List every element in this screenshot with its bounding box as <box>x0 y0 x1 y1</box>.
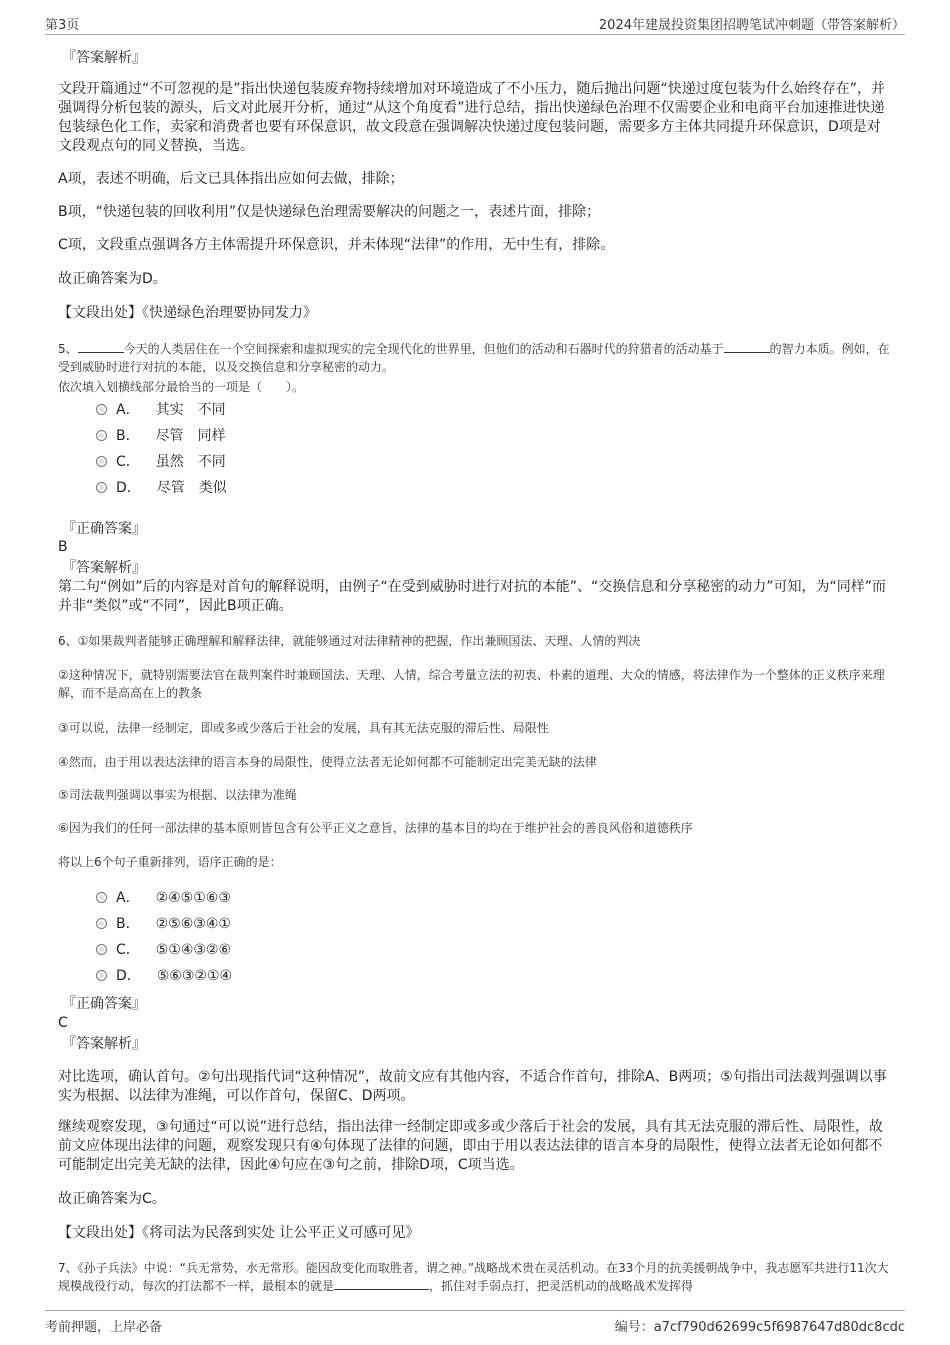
q6-analysis-label: 『答案解析』 <box>62 1036 146 1052</box>
q5-stem <box>58 340 893 376</box>
radio-icon[interactable] <box>96 456 107 467</box>
q4-option-c-analysis: C项，文段重点强调各方主体需提升环保意识，并未体现“法律”的作用，无中生有，排除。 <box>58 237 615 253</box>
page-header <box>45 14 905 35</box>
q5-blank <box>724 340 770 353</box>
document-title: 2024年建晟投资集团招聘笔试冲刺题（带答案解析） <box>598 18 905 33</box>
q5-option-d[interactable]: D． 尽管 类似 <box>96 479 227 497</box>
radio-icon[interactable] <box>96 944 107 955</box>
q4-option-a-analysis: A项，表述不明确，后文已具体指出应如何去做，排除； <box>58 171 404 187</box>
radio-icon[interactable] <box>96 892 107 903</box>
q6-sentence-3: ③可以说，法律一经制定，即或多或少落后于社会的发展，具有其无法克服的滞后性、局限性 <box>58 721 549 735</box>
q5-stem-text-b: 的智力本质。例如，在受到威胁时进行对抗的本能，以及交换信息和分享秘密的动力。 <box>58 342 890 374</box>
q5-number: 5、 <box>58 342 78 356</box>
q5-correct-label: 『正确答案』 <box>62 521 146 537</box>
q6-option-d[interactable]: D． ⑤⑥③②①④ <box>96 967 232 985</box>
q5-option-a[interactable]: A． 其实 不同 <box>96 401 226 419</box>
q6-analysis-paragraph-2: 继续观察发现，③句通过“可以说”进行总结，指出法律一经制定即或多或少落后于社会的发展，具有其无法克服的滞后性、局限性，故前文应体现出法律的问题，观察发现只有④句体现了法律的问题，即由于用以表达法律的语言本身的局限性，使得立法者无论如何都不可能制定出完美无缺的法律，因此④句应在③句之前，排除D项，C项当选。 <box>58 1119 884 1173</box>
page-number: 第3页 <box>45 18 80 33</box>
q5-analysis: 第二句“例如”后的内容是对首句的解释说明，由例子“在受到威胁时进行对抗的本能”、“交换信息和分享秘密的动力”可知，为“同样”而并非“类似”或“不同”，因此B项正确。 <box>58 579 887 614</box>
q4-analysis-paragraph: 文段开篇通过“不可忽视的是”指出快递包装废弃物持续增加对环境造成了不小压力，随后抛出问题“快递过度包装为什么始终存在”，并强调得分析包装的源头，后文对此展开分析，通过“从这个角度看”进行总结，指出快递绿色治理不仅需要企业和电商平台加速推进快递包装绿色化工作，卖家和消费者也要有环保意识，故文段意在强调解决快递过度包装问题，需要多方主体共同提升环保意识，D项是对文段观点句的同义替换，当选。 <box>58 81 886 154</box>
q6-option-b[interactable]: B． ②⑤⑥③④① <box>96 915 231 933</box>
radio-icon[interactable] <box>96 404 107 415</box>
q4-answer: 故正确答案为D。 <box>58 271 167 287</box>
q5-correct-answer: B <box>58 539 68 555</box>
q6-source: 【文段出处】《将司法为民落到实处 让公平正义可感可见》 <box>58 1225 420 1241</box>
radio-icon[interactable] <box>96 430 107 441</box>
q7-stem-text-a: 7、《孙子兵法》中说：“兵无常势，水无常形。能因敌变化而取胜者，谓之神。”战略战术贵在灵活机动。在33个月的抗美援朝战争中，我志愿军共进行11次大规模战役行动，每次的打法都不一样，最根本的就是 <box>58 1261 889 1293</box>
q5-analysis-label: 『答案解析』 <box>62 560 146 576</box>
q6-sentence-2: ②这种情况下，就特别需要法官在裁判案件时兼顾国法、天理、人情，综合考量立法的初衷、朴素的道理、大众的情感，将法律作为一个整体的正义秩序来理解，而不是高高在上的教条 <box>58 668 885 700</box>
q6-sentence-1: 6、①如果裁判者能够正确理解和解释法律，就能够通过对法律精神的把握，作出兼顾国法、天理、人情的判决 <box>58 634 641 648</box>
q6-answer: 故正确答案为C。 <box>58 1191 166 1207</box>
q5-option-c[interactable]: C． 虽然 不同 <box>96 453 226 471</box>
footer-code: 编号：a7cf790d62699c5f6987647d80dc8cdc <box>614 1320 905 1335</box>
q6-option-c[interactable]: C． ⑤①④③②⑥ <box>96 941 231 959</box>
q6-analysis-paragraph-1: 对比选项，确认首句。②句出现指代词“这种情况”，故前文应有其他内容，不适合作首句，排除A、B两项；⑤句指出司法裁判强调以事实为根据、以法律为准绳，可以作首句，保留C、D两项。 <box>58 1069 887 1104</box>
footer-slogan: 考前押题，上岸必备 <box>45 1320 163 1335</box>
q6-sentence-4: ④然而，由于用以表达法律的语言本身的局限性，使得立法者无论如何都不可能制定出完美无缺的法律 <box>58 755 597 769</box>
radio-icon[interactable] <box>96 918 107 929</box>
page-footer <box>45 1310 905 1333</box>
q6-option-a[interactable]: A． ②④⑤①⑥③ <box>96 889 231 907</box>
radio-icon[interactable] <box>96 970 107 981</box>
radio-icon[interactable] <box>96 482 107 493</box>
q4-source: 【文段出处】《快递绿色治理要协同发力》 <box>58 305 317 321</box>
q5-option-b[interactable]: B． 尽管 同样 <box>96 427 226 445</box>
q6-sentence-6: ⑥因为我们的任何一部法律的基本原则皆包含有公平正义之意旨，法律的基本目的均在于维护社会的善良风俗和道德秩序 <box>58 821 693 835</box>
q5-instruction: 依次填入划横线部分最恰当的一项是（ ）。 <box>58 380 305 394</box>
q5-stem-text-a: 今天的人类居住在一个空间探索和虚拟现实的完全现代化的世界里，但他们的活动和石器时代的狩猎者的活动基于 <box>123 342 724 356</box>
q4-option-b-analysis: B项，“快递包装的回收利用”仅是快递绿色治理需要解决的问题之一，表述片面，排除； <box>58 204 601 220</box>
q6-question: 将以上6个句子重新排列，语序正确的是： <box>58 855 282 869</box>
q4-analysis-label: 『答案解析』 <box>62 50 146 66</box>
q7-stem-text-b: ，抓住对手弱点打，把灵活机动的战略战术发挥得 <box>429 1279 694 1293</box>
q6-correct-answer: C <box>58 1015 68 1031</box>
q6-sentence-5: ⑤司法裁判强调以事实为根据、以法律为准绳 <box>58 788 297 802</box>
q5-blank <box>78 340 124 353</box>
q6-correct-label: 『正确答案』 <box>62 996 146 1012</box>
q7-stem <box>58 1259 893 1295</box>
q7-blank <box>334 1277 429 1290</box>
